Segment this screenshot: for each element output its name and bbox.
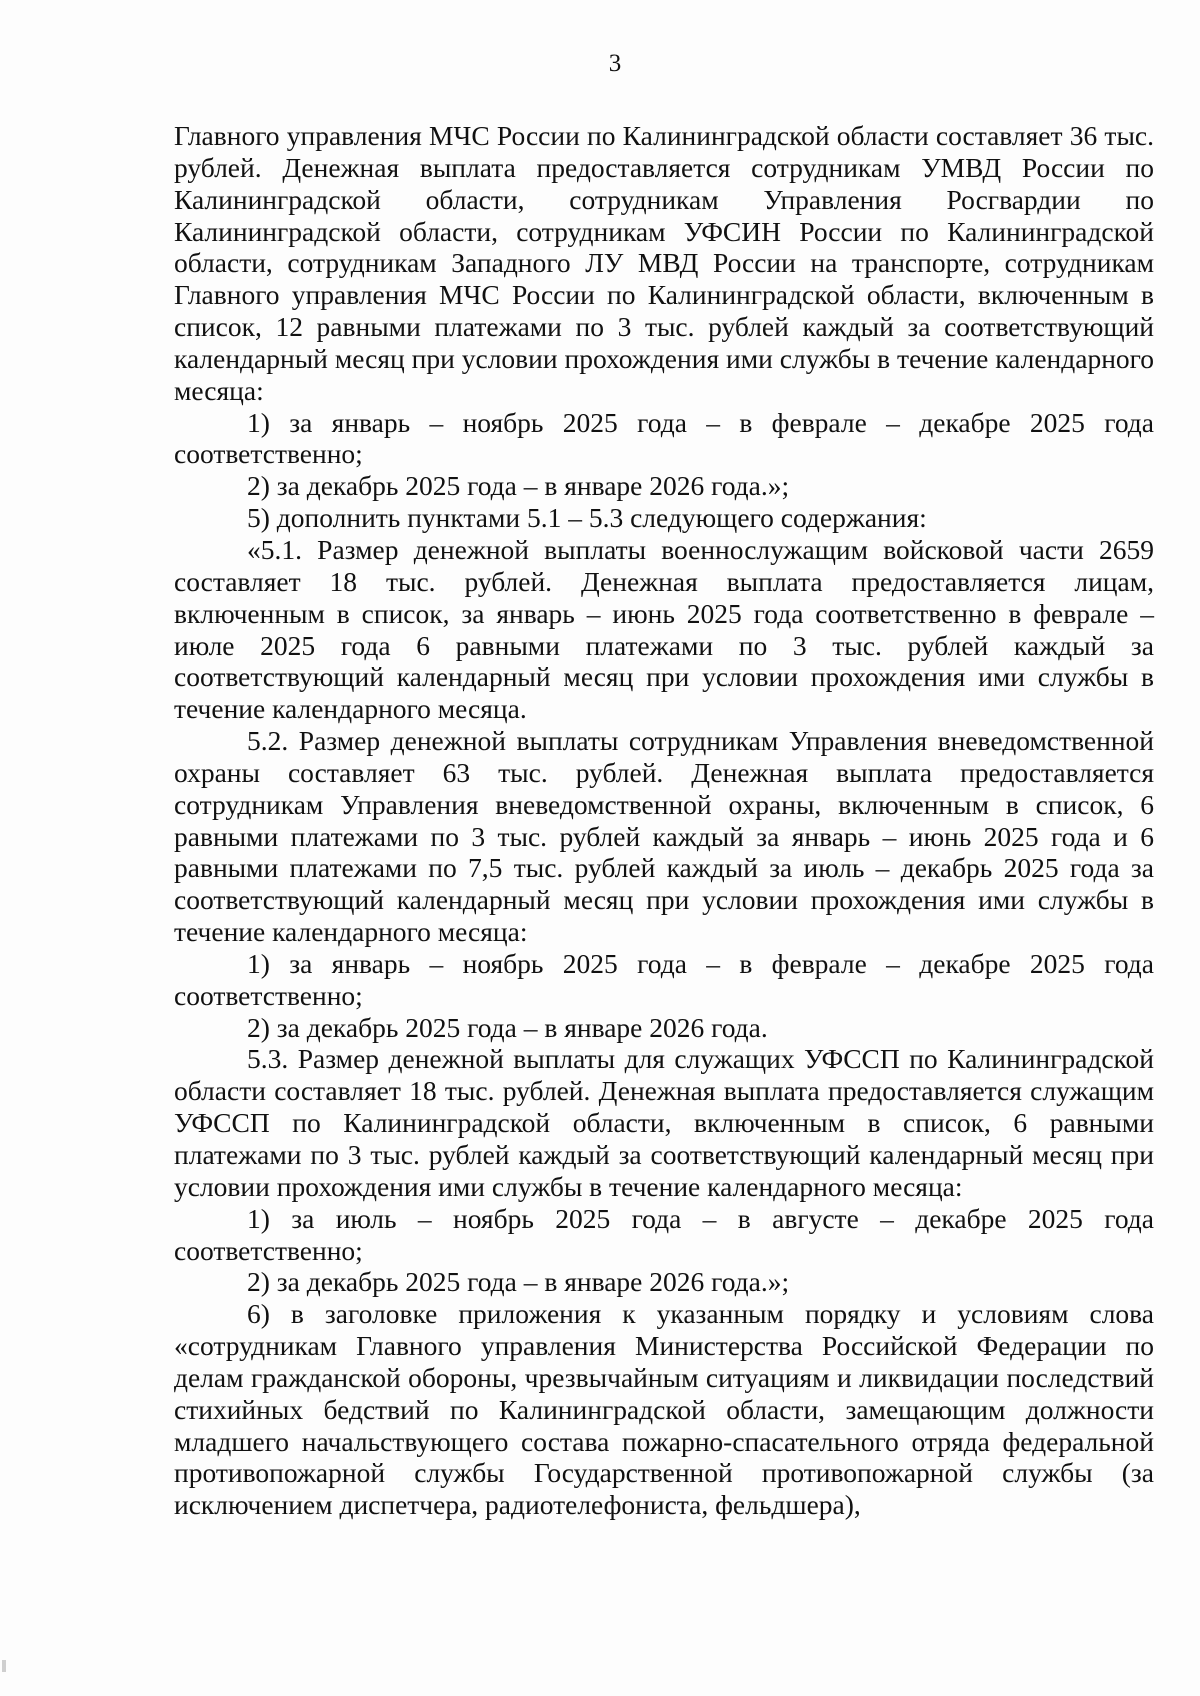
paragraph: 1) за январь – ноябрь 2025 года – в феврале – декабре 2025 года соответственно;: [174, 947, 1154, 1011]
paragraph: 5.2. Размер денежной выплаты сотрудникам Управления вневедомственной охраны составляет 63 тыс. рублей. Денежная выплата предоставляется сотрудникам Управления вневедомственной охраны, включенным в список, 6 равными платежами по 3 тыс. рублей каждый за январь – июнь 2025 года и 6 равными платежами по 7,5 тыс. рублей каждый за июль – декабрь 2025 года за соответствующий календарный месяц при условии прохождения ими службы в течение календарного месяца:: [174, 725, 1154, 948]
page-number: 3: [608, 50, 622, 77]
paragraph: Главного управления МЧС России по Калининградской области составляет 36 тыс. рублей. Денежная выплата предоставляется сотрудникам УМВД России по Калининградской области, сотрудникам Управления Росгвардии по Калининградской области, сотрудникам УФСИН России по Калининградской области, сотрудникам Западного ЛУ МВД России на транспорте, сотрудникам Главного управления МЧС России по Калининградской области, включенным в список, 12 равными платежами по 3 тыс. рублей каждый за соответствующий календарный месяц при условии прохождения ими службы в течение календарного месяца:: [174, 120, 1154, 406]
paragraph: 6) в заголовке приложения к указанным порядку и условиям слова «сотрудникам Главного управления Министерства Российской Федерации по делам гражданской обороны, чрезвычайным ситуациям и ликвидации последствий стихийных бедствий по Калининградской области, замещающим должности младшего начальствующего состава пожарно-спасательного отряда федеральной противопожарной службы Государственной противопожарной службы (за исключением диспетчера, радиотелефониста, фельдшера),: [174, 1298, 1154, 1521]
paragraph: 2) за декабрь 2025 года – в январе 2026 года.»;: [247, 470, 790, 502]
paragraph: 1) за июль – ноябрь 2025 года – в августе – декабре 2025 года соответственно;: [174, 1202, 1154, 1266]
paragraph: 2) за декабрь 2025 года – в январе 2026 года.»;: [247, 1266, 790, 1298]
scan-edge-mark: [2, 1660, 6, 1672]
paragraph: 5.3. Размер денежной выплаты для служащих УФССП по Калининградской области составляет 18 тыс. рублей. Денежная выплата предоставляется служащим УФССП по Калининградской области, включенным в список, 6 равными платежами по 3 тыс. рублей каждый за соответствующий календарный месяц при условии прохождения ими службы в течение календарного месяца:: [174, 1043, 1154, 1202]
paragraph: 2) за декабрь 2025 года – в январе 2026 года.: [247, 1011, 768, 1043]
paragraph: 1) за январь – ноябрь 2025 года – в феврале – декабре 2025 года соответственно;: [174, 406, 1154, 470]
paragraph: 5) дополнить пунктами 5.1 – 5.3 следующего содержания:: [247, 502, 927, 534]
paragraph: «5.1. Размер денежной выплаты военнослужащим войсковой части 2659 составляет 18 тыс. рублей. Денежная выплата предоставляется лицам, включенным в список, за январь – июнь 2025 года соответственно в феврале – июле 2025 года 6 равными платежами по 3 тыс. рублей каждый за соответствующий календарный месяц при условии прохождения ими службы в течение календарного месяца.: [174, 533, 1154, 725]
document-body: [174, 120, 1154, 1521]
